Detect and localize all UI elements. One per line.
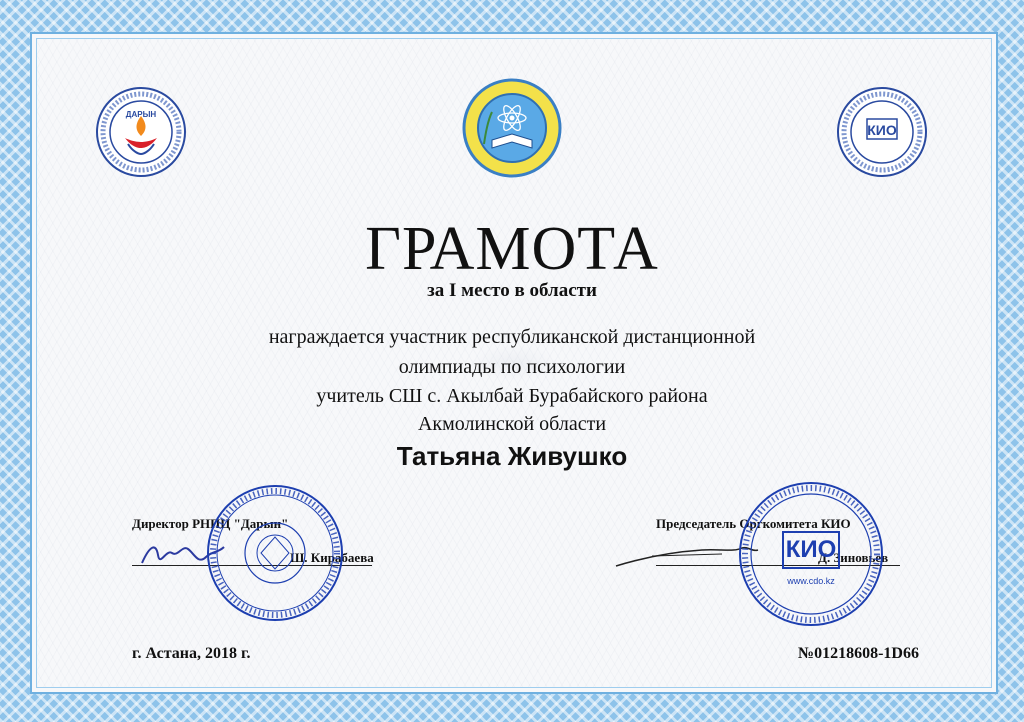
- place-and-date: г. Астана, 2018 г.: [132, 645, 251, 662]
- daryn-logo: [95, 86, 187, 178]
- left-official-stamp: [205, 483, 345, 623]
- certificate-number: №01218608-1D66: [798, 645, 919, 662]
- right-official-stamp: [737, 480, 885, 628]
- certificate-title: ГРАМОТА: [365, 215, 659, 283]
- right-stamp-url: www.cdo.kz: [787, 576, 835, 586]
- body-line-1: награждается участник республиканской дистанционной: [268, 326, 756, 348]
- body-line-3: учитель СШ с. Акылбай Бурабайского района: [316, 385, 708, 407]
- kio-logo: [836, 86, 928, 178]
- recipient-name: Татьяна Живушко: [396, 441, 628, 471]
- kio-logo-text: КИО: [867, 122, 897, 138]
- ministry-logo: [462, 78, 562, 178]
- body-line-4: Акмолинской области: [417, 413, 607, 435]
- left-signatory-name: Ш. Кирабаева: [290, 550, 374, 565]
- body-line-2: олимпиады по психологии: [398, 356, 626, 378]
- certificate-subtitle: за I место в области: [427, 280, 597, 301]
- right-signatory-name: Д. Зиновьев: [818, 550, 889, 565]
- right-stamp-kio-text: КИО: [785, 536, 837, 563]
- right-signatory-position: Председатель Оргкомитета КИО: [656, 516, 851, 531]
- left-signatory-position: Директор РНПЦ "Дарын": [132, 516, 289, 531]
- daryn-logo-text: ДАРЫН: [125, 110, 157, 119]
